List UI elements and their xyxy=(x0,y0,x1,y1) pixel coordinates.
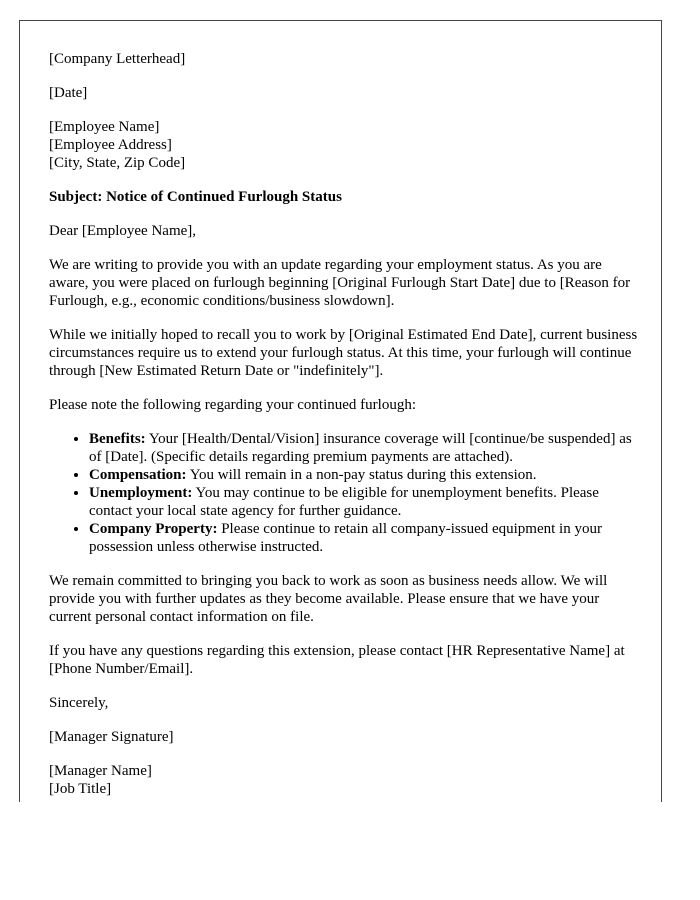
item-label: Benefits: xyxy=(89,431,146,447)
paragraph-employment-update: We are writing to provide you with an update regarding your employment status. As you are aware, you were placed on furlough beginning [Original Furlough Start Date] due to [Reason for Furlough, e.g., economic conditions/business slowdown]. xyxy=(49,257,631,309)
item-label: Compensation: xyxy=(89,467,187,483)
letter-date: [Date] xyxy=(49,85,88,101)
list-intro: Please note the following regarding your continued furlough: xyxy=(49,397,416,413)
item-text: Please continue to retain all company-issued equipment in your possession unless otherwise instructed. xyxy=(89,521,602,555)
furlough-details-list xyxy=(49,430,639,556)
manager-name: [Manager Name] xyxy=(49,763,152,779)
closing: Sincerely, xyxy=(49,695,109,711)
item-text: You will remain in a non-pay status during this extension. xyxy=(186,467,537,483)
letter-body xyxy=(49,50,639,802)
item-text: You may continue to be eligible for unemployment benefits. Please contact your local state agency for further guidance. xyxy=(89,485,599,519)
paragraph-commitment: We remain committed to bringing you back to work as soon as business needs allow. We will provide you with further updates as they become available. Please ensure that we have your current personal contact information on file. xyxy=(49,573,608,625)
letter-page xyxy=(19,20,662,802)
letter-subject: Subject: Notice of Continued Furlough Status xyxy=(49,189,342,205)
item-label: Company Property: xyxy=(89,521,218,537)
list-item-unemployment xyxy=(89,484,639,520)
recipient-address: [Employee Address] xyxy=(49,137,172,153)
recipient-city-state-zip: [City, State, Zip Code] xyxy=(49,155,186,171)
recipient-block xyxy=(49,118,639,172)
job-title: [Job Title] xyxy=(49,781,112,797)
salutation: Dear [Employee Name], xyxy=(49,223,197,239)
item-text: Your [Health/Dental/Vision] insurance coverage will [continue/be suspended] as of [Date]. (Specific details regarding premium payments are attached). xyxy=(89,431,632,465)
item-label: Unemployment: xyxy=(89,485,193,501)
list-item-compensation xyxy=(89,466,639,484)
sender-block xyxy=(49,762,639,798)
paragraph-contact: If you have any questions regarding this extension, please contact [HR Representative Name] at [Phone Number/Email]. xyxy=(49,643,625,677)
company-letterhead: [Company Letterhead] xyxy=(49,51,186,67)
recipient-name: [Employee Name] xyxy=(49,119,160,135)
manager-signature: [Manager Signature] xyxy=(49,729,174,745)
list-item-company-property xyxy=(89,520,639,556)
list-item-benefits xyxy=(89,430,639,466)
paragraph-furlough-extension: While we initially hoped to recall you to work by [Original Estimated End Date], current business circumstances require us to extend your furlough status. At this time, your furlough will continue through [New Estimated Return Date or "indefinitely"]. xyxy=(49,327,638,379)
